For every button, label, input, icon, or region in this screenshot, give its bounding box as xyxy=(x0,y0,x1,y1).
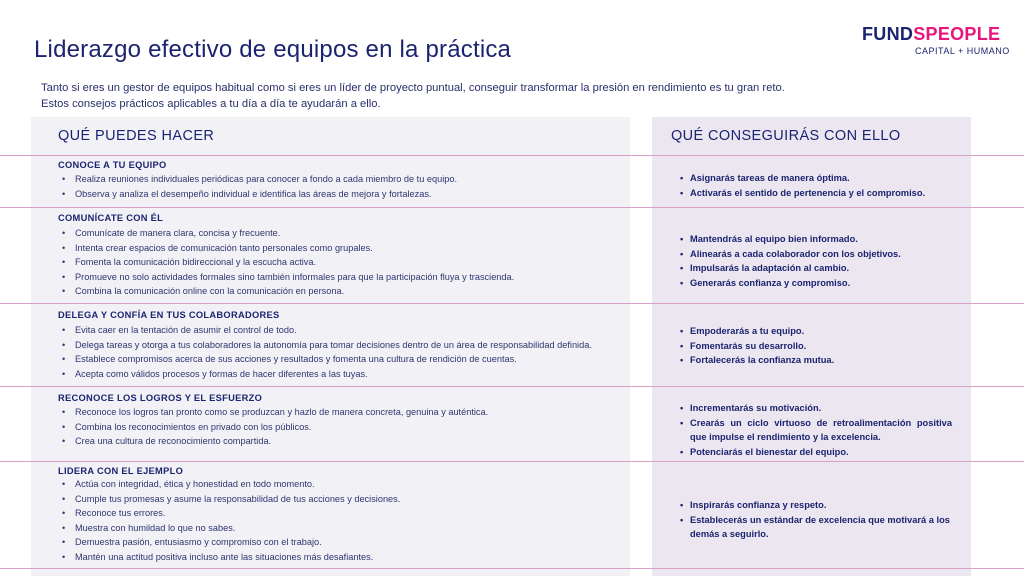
list-item: • Comunícate de manera clara, concisa y frecuente. xyxy=(62,226,514,241)
section-list-comunicate xyxy=(62,226,514,299)
results-column-header: QUÉ CONSEGUIRÁS CON ELLO xyxy=(671,128,901,144)
logo-subtitle: CAPITAL + HUMANO xyxy=(915,46,1010,56)
logo-part-fund: FUND xyxy=(862,24,914,44)
list-item: • Observa y analiza el desempeño individual e identifica las áreas de mejora y fortalezas. xyxy=(62,187,457,202)
result-item: • Establecerás un estándar de excelencia que motivará a los demás a seguirlo. xyxy=(680,513,952,542)
list-item: • Promueve no solo actividades formales sino también informales para que la participación fluya y trascienda. xyxy=(62,270,514,285)
divider xyxy=(0,207,1024,208)
list-item: • Evita caer en la tentación de asumir el control de todo. xyxy=(62,323,592,338)
list-item: • Delega tareas y otorga a tus colaboradores la autonomía para tomar decisiones dentro de un área de responsabilidad definida. xyxy=(62,338,592,353)
result-item: • Empoderarás a tu equipo. xyxy=(680,324,952,339)
result-item: • Potenciarás el bienestar del equipo. xyxy=(680,445,952,460)
section-title-lidera: LIDERA CON EL EJEMPLO xyxy=(58,466,184,476)
list-item: • Crea una cultura de reconocimiento compartida. xyxy=(62,434,488,449)
list-item: • Establece compromisos acerca de sus acciones y resultados y fomenta una cultura de rendición de cuentas. xyxy=(62,352,592,367)
section-list-lidera xyxy=(62,477,400,565)
list-item: • Combina la comunicación online con la comunicación en persona. xyxy=(62,284,514,299)
result-item: • Asignarás tareas de manera óptima. xyxy=(680,171,952,186)
list-item: • Mantén una actitud positiva incluso ante las situaciones más desafiantes. xyxy=(62,550,400,565)
result-item: • Inspirarás confianza y respeto. xyxy=(680,498,952,513)
divider xyxy=(0,386,1024,387)
divider xyxy=(0,155,1024,156)
result-list-lidera xyxy=(680,498,952,542)
actions-column-header: QUÉ PUEDES HACER xyxy=(58,128,215,144)
section-list-delega xyxy=(62,323,592,381)
result-item: • Fomentarás su desarrollo. xyxy=(680,339,952,354)
result-item: • Crearás un ciclo virtuoso de retroalimentación positiva que impulse el rendimiento y la excelencia. xyxy=(680,416,952,445)
result-item: • Impulsarás la adaptación al cambio. xyxy=(680,261,952,276)
divider xyxy=(0,461,1024,462)
section-list-reconoce xyxy=(62,405,488,449)
list-item: • Combina los reconocimientos en privado con los públicos. xyxy=(62,420,488,435)
list-item: • Acepta como válidos procesos y formas de hacer diferentes a las tuyas. xyxy=(62,367,592,382)
fundspeople-logo xyxy=(862,24,1010,56)
list-item: • Actúa con integridad, ética y honestidad en todo momento. xyxy=(62,477,400,492)
intro-line-1: Tanto si eres un gestor de equipos habitual como si eres un líder de proyecto puntual, conseguir transformar la presión en rendimiento es tu gran reto. xyxy=(41,82,785,94)
list-item: • Intenta crear espacios de comunicación tanto personales como grupales. xyxy=(62,241,514,256)
section-title-conoce: CONOCE A TU EQUIPO xyxy=(58,160,167,170)
page-title: Liderazgo efectivo de equipos en la práctica xyxy=(34,36,512,63)
list-item: • Realiza reuniones individuales periódicas para conocer a fondo a cada miembro de tu equipo. xyxy=(62,172,457,187)
result-item: • Generarás confianza y compromiso. xyxy=(680,276,952,291)
result-list-conoce xyxy=(680,171,952,200)
list-item: • Muestra con humildad lo que no sabes. xyxy=(62,521,400,536)
result-list-delega xyxy=(680,324,952,368)
list-item: • Reconoce tus errores. xyxy=(62,506,400,521)
logo-wordmark xyxy=(862,25,1002,43)
intro-line-2: Estos consejos prácticos aplicables a tu día a día te ayudarán a ello. xyxy=(41,98,381,110)
list-item: • Cumple tus promesas y asume la responsabilidad de tus acciones y decisiones. xyxy=(62,492,400,507)
divider xyxy=(0,568,1024,569)
divider xyxy=(0,303,1024,304)
list-item: • Reconoce los logros tan pronto como se produzcan y hazlo de manera concreta, genuina y auténtica. xyxy=(62,405,488,420)
result-item: • Activarás el sentido de pertenencia y el compromiso. xyxy=(680,186,952,201)
section-title-comunicate: COMUNÍCATE CON ÉL xyxy=(58,213,164,223)
result-item: • Incrementarás su motivación. xyxy=(680,401,952,416)
list-item: • Demuestra pasión, entusiasmo y compromiso con el trabajo. xyxy=(62,535,400,550)
section-title-reconoce: RECONOCE LOS LOGROS Y EL ESFUERZO xyxy=(58,393,263,403)
logo-part-speople: SPEOPLE xyxy=(913,24,1001,44)
section-list-conoce xyxy=(62,172,457,201)
section-title-delega: DELEGA Y CONFÍA EN TUS COLABORADORES xyxy=(58,310,280,320)
result-item: • Mantendrás al equipo bien informado. xyxy=(680,232,952,247)
result-list-comunicate xyxy=(680,232,952,290)
result-item: • Fortalecerás la confianza mutua. xyxy=(680,353,952,368)
list-item: • Fomenta la comunicación bidireccional y la escucha activa. xyxy=(62,255,514,270)
result-list-reconoce xyxy=(680,401,952,459)
result-item: • Alinearás a cada colaborador con los objetivos. xyxy=(680,247,952,262)
intro-text xyxy=(41,80,785,112)
